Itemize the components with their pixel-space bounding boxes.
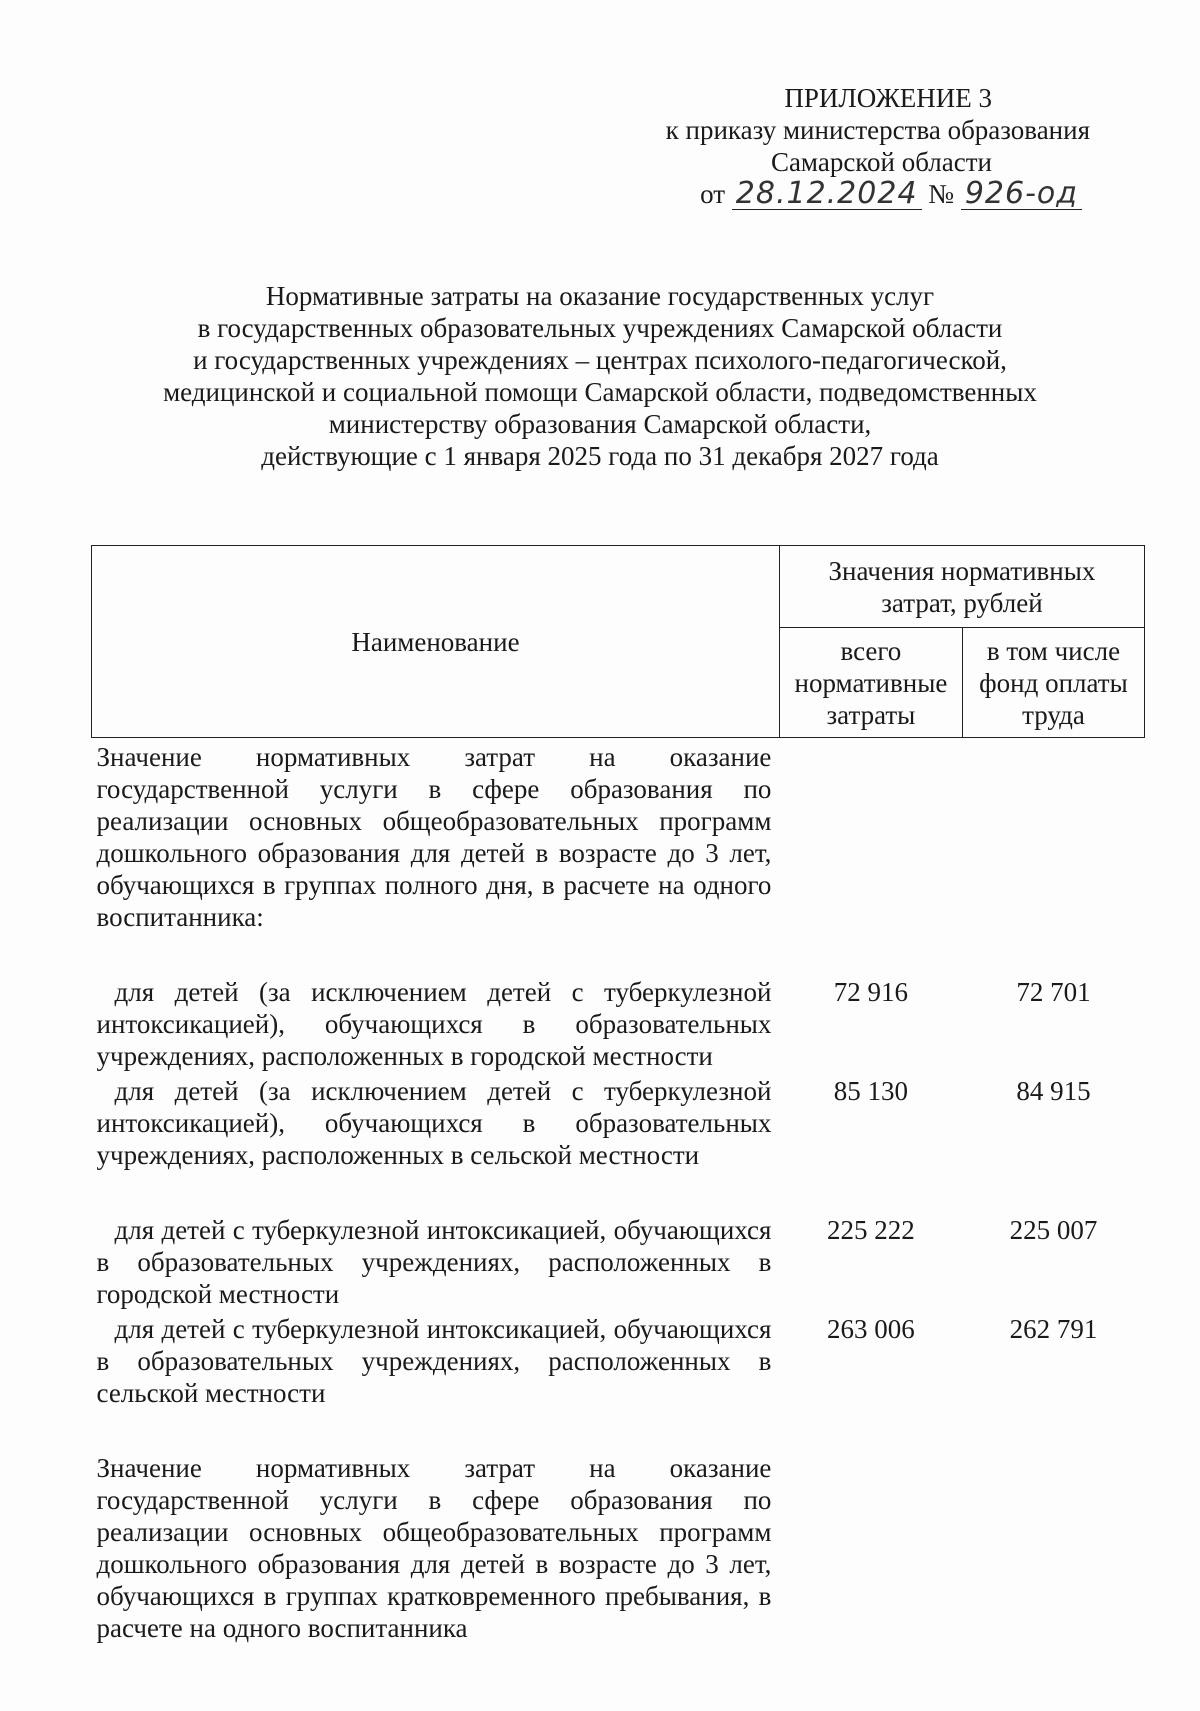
section-1-row: [92, 738, 1145, 934]
appendix-header: [570, 82, 1090, 210]
title-line-1: Нормативные затраты на оказание государственных услуг: [265, 281, 935, 311]
table-row: [92, 1310, 1145, 1409]
row-total: 263 006: [827, 1314, 915, 1344]
row-fot: 72 701: [1016, 977, 1091, 1007]
header-total: всего нормативные затраты: [779, 628, 962, 738]
header-values-group: Значения нормативных затрат, рублей: [779, 546, 1144, 628]
date-prefix: от: [700, 179, 726, 209]
appendix-region-line: Самарской области: [770, 147, 992, 177]
handwritten-date: 28.12.2024: [732, 179, 922, 210]
row-fot: 225 007: [1009, 1215, 1098, 1245]
handwritten-number: 926-од: [961, 179, 1082, 210]
row-total: 225 222: [827, 1215, 915, 1245]
row-label: для детей с туберкулезной интоксикацией, обучающихся в образовательных учреждениях, расположенных в сельской местности: [96, 1314, 772, 1408]
row-label: для детей с туберкулезной интоксикацией, обучающихся в образовательных учреждениях, расположенных в городской местности: [96, 1215, 772, 1309]
title-line-3: и государственных учреждениях – центрах психолого-педагогической,: [193, 345, 1007, 375]
section-2-row: [92, 1449, 1145, 1644]
row-total: 85 130: [833, 1076, 909, 1106]
header-fot: в том числе фонд оплаты труда: [962, 628, 1144, 738]
section-2-label: Значение нормативных затрат на оказание государственной услуги в сфере образования по реализации основных общеобразовательных программ дошкольного образования для детей в возрасте до 3 лет, обучающихся в группах кратковременного пребывания, в расчете на одного воспитанника: [96, 1453, 772, 1643]
header-name: Наименование: [92, 546, 780, 738]
table-row: [92, 1072, 1145, 1171]
section-1-label: Значение нормативных затрат на оказание государственной услуги в сфере образования по реализации основных общеобразовательных программ дошкольного образования для детей в возрасте до 3 лет, обучающихся в группах полного дня, в расчете на одного воспитанника:: [96, 742, 772, 932]
document-title: [110, 280, 1090, 472]
row-fot: 262 791: [1009, 1314, 1098, 1344]
row-fot: 84 915: [1016, 1076, 1091, 1106]
norms-table: [91, 545, 1145, 1644]
row-label: для детей (за исключением детей с туберкулезной интоксикацией), обучающихся в образовательных учреждениях, расположенных в сельской местности: [96, 1076, 772, 1170]
table-row: [92, 973, 1145, 1072]
row-label: для детей (за исключением детей с туберкулезной интоксикацией), обучающихся в образовательных учреждениях, расположенных в городской местности: [96, 977, 772, 1071]
appendix-date-line: [570, 178, 1090, 210]
table-row: [92, 1211, 1145, 1310]
number-prefix: №: [928, 179, 955, 209]
title-line-5: министерству образования Самарской области,: [328, 409, 872, 439]
appendix-order-line: к приказу министерства образования: [665, 115, 1090, 145]
title-line-2: в государственных образовательных учреждениях Самарской области: [197, 313, 1003, 343]
row-total: 72 916: [833, 977, 909, 1007]
title-line-6: действующие с 1 января 2025 года по 31 декабря 2027 года: [261, 441, 939, 471]
appendix-title: ПРИЛОЖЕНИЕ 3: [784, 83, 992, 113]
title-line-4: медицинской и социальной помощи Самарской области, подведомственных: [163, 377, 1037, 407]
